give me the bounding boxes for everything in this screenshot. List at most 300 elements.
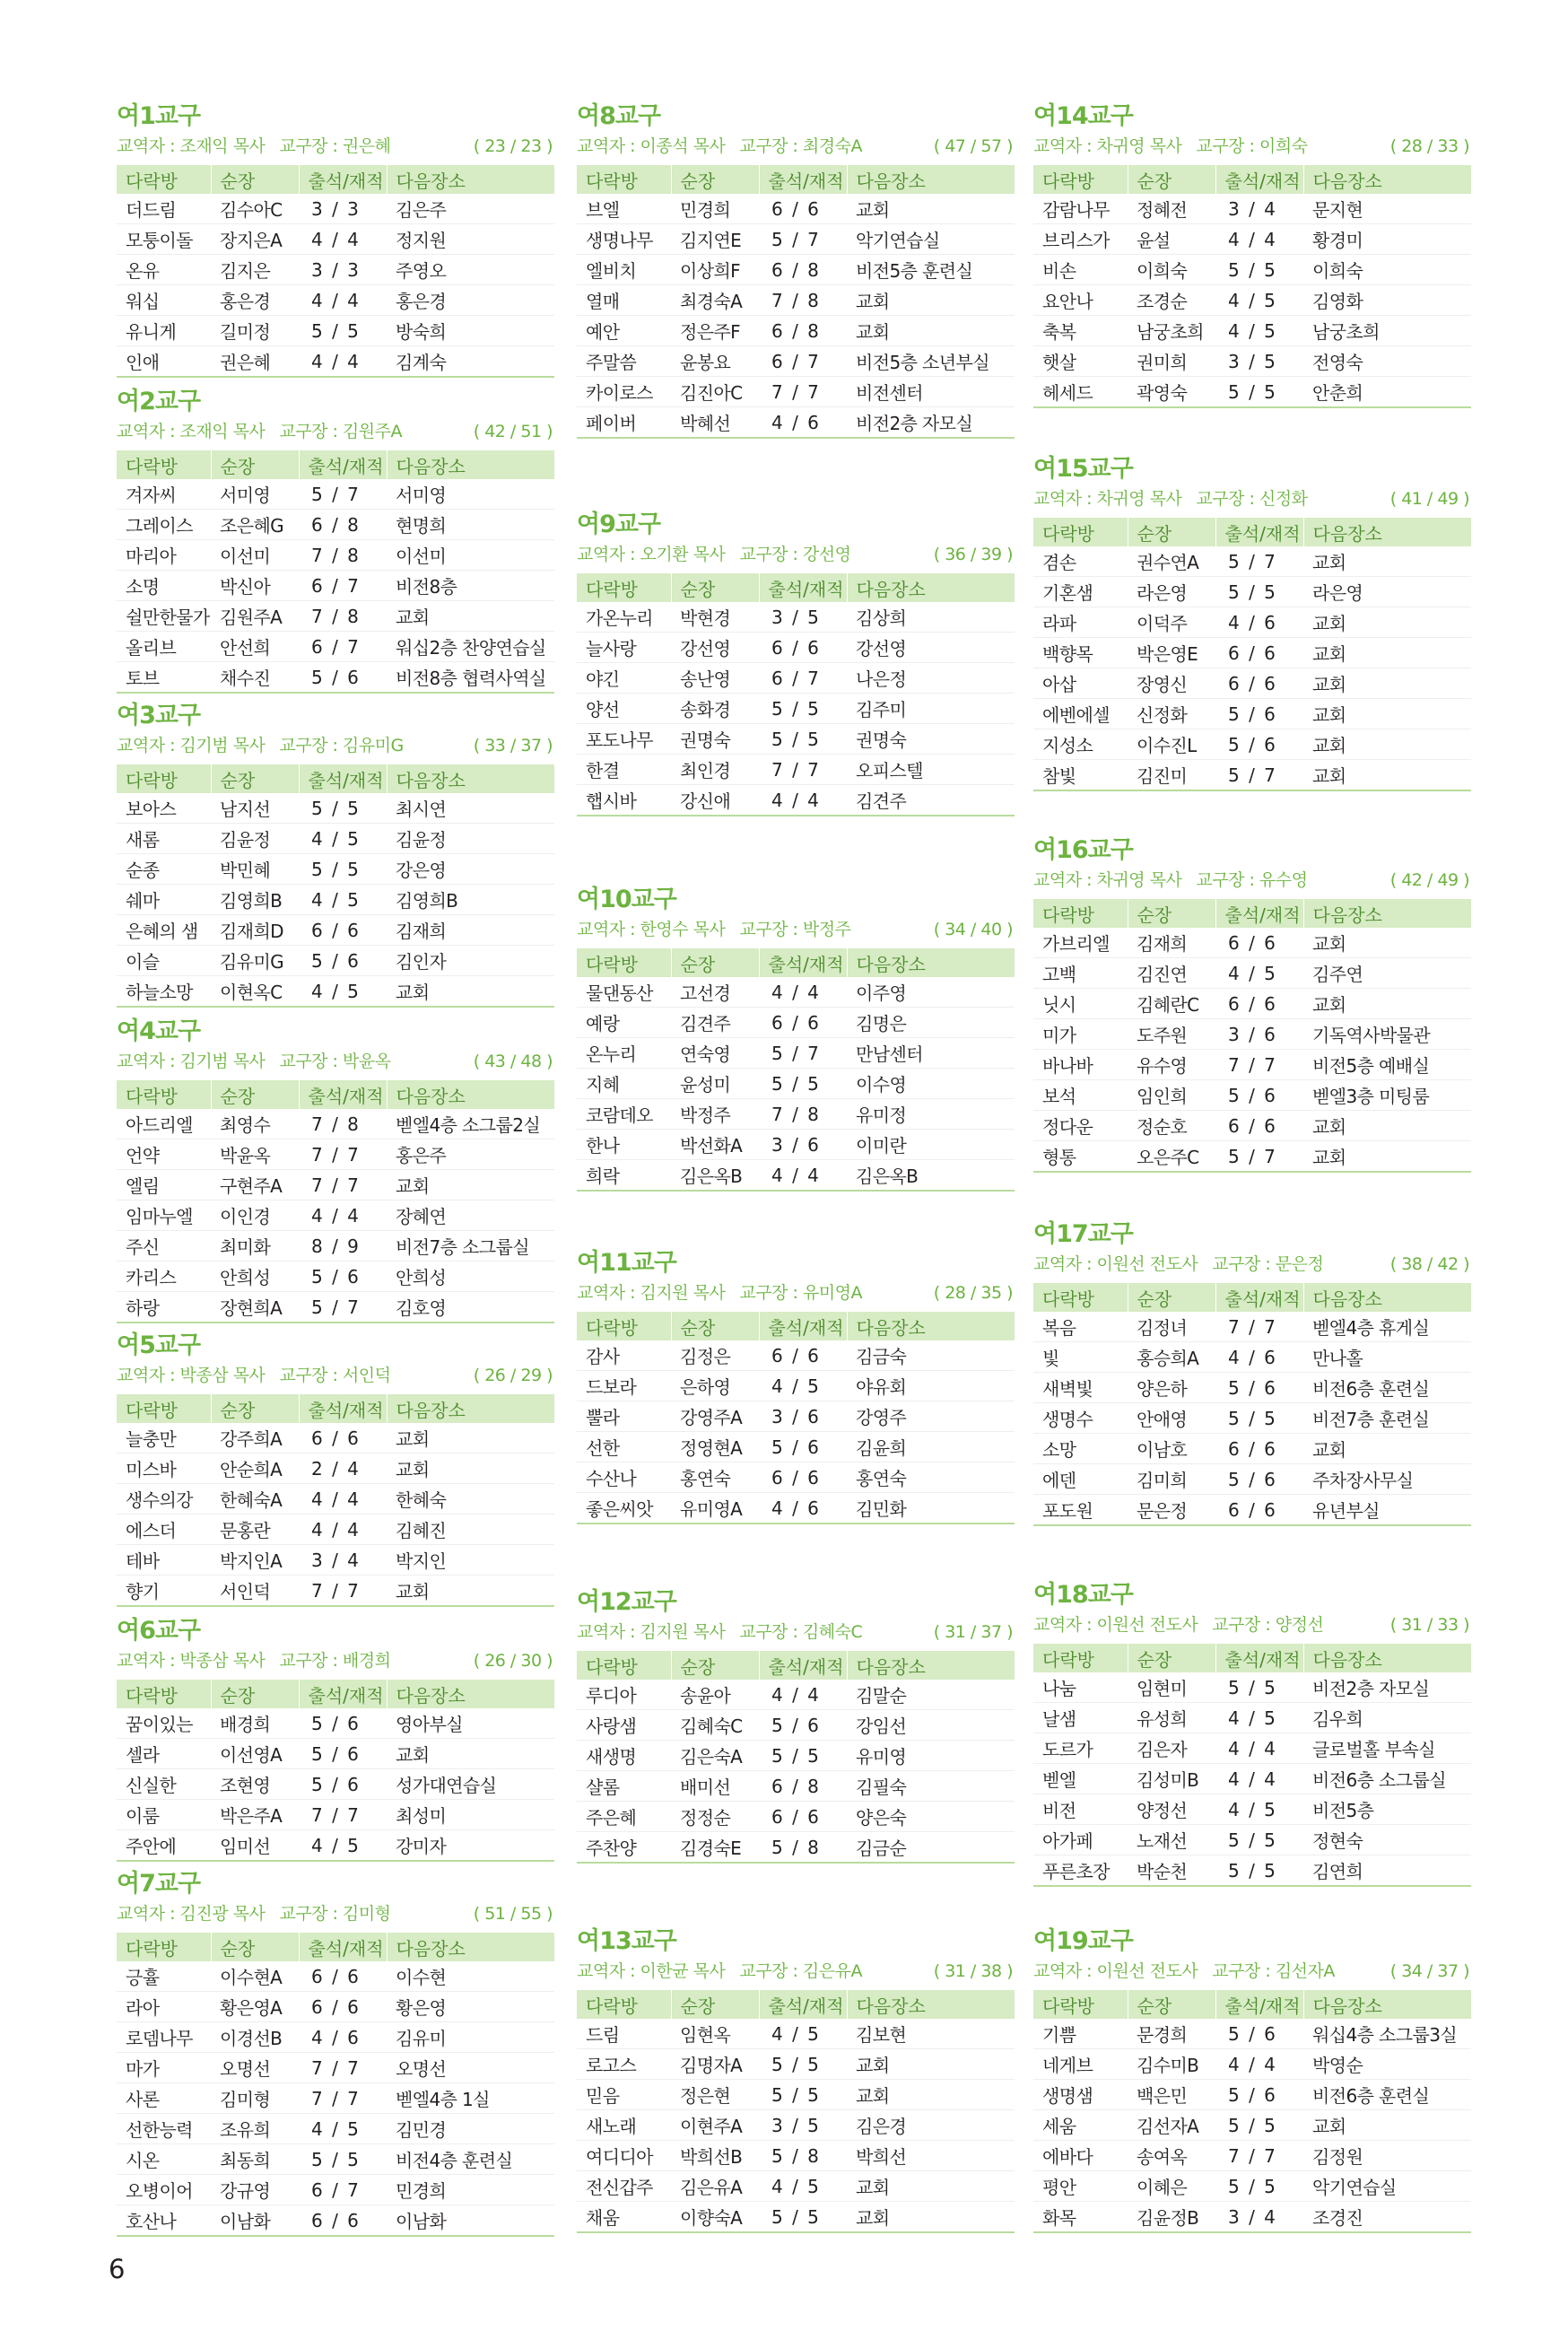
attendance: 6 / 6 xyxy=(1215,638,1303,668)
next-place: 권명숙 xyxy=(847,724,1015,755)
group-leader: 장현희A xyxy=(211,1292,299,1323)
group-leader: 강규영 xyxy=(211,2175,299,2205)
header-group: 다락방 xyxy=(1033,1644,1128,1672)
header-group: 다락방 xyxy=(1033,165,1128,194)
header-next-place: 다음장소 xyxy=(387,764,554,793)
next-place: 교회 xyxy=(847,285,1015,316)
group-leader: 이선미 xyxy=(211,540,299,571)
table-row xyxy=(1033,1312,1471,1342)
attendance: 6 / 8 xyxy=(299,510,387,540)
table-row xyxy=(117,854,554,885)
next-place: 영아부실 xyxy=(387,1708,554,1739)
group-name: 시온 xyxy=(117,2144,211,2175)
group-leader: 정혜전 xyxy=(1128,194,1215,224)
district-title: 여17교구 xyxy=(1033,1220,1133,1248)
pastor-label: 교역자 : 이원선 전도사 xyxy=(1033,1254,1198,1274)
table-row xyxy=(1033,958,1471,989)
leader-label: 교구장 : 박정주 xyxy=(739,920,851,939)
header-attendance: 출석/재적 xyxy=(299,1933,387,1961)
group-leader: 박혜선 xyxy=(671,407,759,439)
group-name: 에벤에셀 xyxy=(1033,699,1128,729)
next-place: 김정원 xyxy=(1303,2141,1471,2171)
table-row xyxy=(117,1292,554,1323)
leader-label: 교구장 : 강선영 xyxy=(739,545,851,564)
next-place: 교회 xyxy=(1303,1434,1471,1464)
next-place: 김재희 xyxy=(387,915,554,946)
table-row xyxy=(1033,729,1471,760)
group-leader: 채수진 xyxy=(211,662,299,694)
next-place: 주차장사무실 xyxy=(1303,1464,1471,1495)
group-name: 보아스 xyxy=(117,793,211,824)
roster-table xyxy=(117,1933,554,2237)
next-place: 이수영 xyxy=(847,1069,1015,1099)
header-group: 다락방 xyxy=(117,1394,211,1423)
table-row xyxy=(117,1423,554,1454)
district-info xyxy=(1033,1251,1471,1278)
attendance: 6 / 7 xyxy=(759,346,847,377)
roster-table xyxy=(1033,1283,1471,1526)
attendance: 5 / 5 xyxy=(1215,1403,1303,1434)
header-group: 다락방 xyxy=(1033,518,1128,546)
district-title: 여2교구 xyxy=(117,388,201,415)
attendance: 7 / 8 xyxy=(759,285,847,316)
header-group: 다락방 xyxy=(577,948,671,977)
table-row xyxy=(577,1710,1015,1741)
group-name: 토브 xyxy=(117,662,211,694)
attendance: 3 / 6 xyxy=(759,1130,847,1160)
attendance: 3 / 6 xyxy=(1215,1019,1303,1050)
group-name: 정다운 xyxy=(1033,1111,1128,1141)
group-leader: 조유희 xyxy=(211,2114,299,2144)
page-number: 6 xyxy=(109,2254,126,2284)
header-group: 다락방 xyxy=(1033,1283,1128,1312)
group-leader: 문은정 xyxy=(1128,1495,1215,1526)
group-leader: 강영주A xyxy=(671,1401,759,1432)
group-leader: 김진미 xyxy=(1128,760,1215,791)
next-place: 만나홀 xyxy=(1303,1342,1471,1373)
attendance: 4 / 5 xyxy=(1215,958,1303,989)
leader-label: 교구장 : 박윤옥 xyxy=(279,1052,391,1071)
group-leader: 이상희F xyxy=(671,255,759,285)
district-info xyxy=(117,418,554,445)
table-row xyxy=(577,2049,1015,2080)
next-place: 안희성 xyxy=(387,1262,554,1292)
next-place: 비전5층 xyxy=(1303,1794,1471,1825)
next-place: 이희숙 xyxy=(1303,255,1471,285)
header-row xyxy=(117,165,554,194)
attendance: 3 / 6 xyxy=(759,1401,847,1432)
header-next-place: 다음장소 xyxy=(1303,518,1471,546)
district-info xyxy=(577,1279,1015,1306)
next-place: 교회 xyxy=(1303,2110,1471,2141)
next-place: 김연희 xyxy=(1303,1855,1471,1887)
attendance: 6 / 8 xyxy=(759,1771,847,1802)
header-row xyxy=(577,1312,1015,1340)
next-place: 이미란 xyxy=(847,1130,1015,1160)
table-row xyxy=(117,1231,554,1262)
pastor-label: 교역자 : 차귀영 목사 xyxy=(1033,136,1182,156)
next-place: 비전5층 예배실 xyxy=(1303,1050,1471,1080)
attendance: 5 / 5 xyxy=(1215,1825,1303,1855)
group-leader: 김혜숙C xyxy=(671,1710,759,1741)
next-place: 김영화 xyxy=(1303,285,1471,316)
group-name: 선한 xyxy=(577,1432,671,1462)
next-place: 김금숙 xyxy=(847,1340,1015,1371)
group-name: 세움 xyxy=(1033,2110,1128,2141)
group-leader: 강주희A xyxy=(211,1423,299,1454)
group-name: 네게브 xyxy=(1033,2049,1128,2080)
next-place: 교회 xyxy=(1303,546,1471,577)
table-row xyxy=(117,2175,554,2205)
next-place: 워십2층 찬양연습실 xyxy=(387,632,554,662)
next-place: 이주영 xyxy=(847,977,1015,1008)
group-name: 겨자씨 xyxy=(117,479,211,510)
table-row xyxy=(1033,607,1471,638)
group-leader: 송윤아 xyxy=(671,1680,759,1710)
header-attendance: 출석/재적 xyxy=(299,165,387,194)
group-name: 하늘소망 xyxy=(117,976,211,1008)
table-row xyxy=(117,224,554,255)
header-leader: 순장 xyxy=(1128,899,1215,928)
group-leader: 임미선 xyxy=(211,1830,299,1862)
table-row xyxy=(1033,1342,1471,1373)
district-info xyxy=(1033,1958,1471,1985)
next-place: 박영순 xyxy=(1303,2049,1471,2080)
next-place: 김영희B xyxy=(387,885,554,915)
header-leader: 순장 xyxy=(1128,1644,1215,1672)
group-name: 기쁨 xyxy=(1033,2019,1128,2049)
group-leader: 이향숙A xyxy=(671,2202,759,2233)
header-row xyxy=(117,450,554,479)
district-title: 여9교구 xyxy=(577,511,661,538)
header-leader: 순장 xyxy=(1128,1990,1215,2019)
header-attendance: 출석/재적 xyxy=(299,764,387,793)
pastor-label: 교역자 : 이종석 목사 xyxy=(577,136,726,156)
pastor-label: 교역자 : 조재익 목사 xyxy=(117,422,266,441)
group-leader: 홍은경 xyxy=(211,285,299,316)
header-row xyxy=(117,1080,554,1109)
group-name: 사랑샘 xyxy=(577,1710,671,1741)
table-row xyxy=(117,316,554,346)
attendance: 5 / 5 xyxy=(1215,1855,1303,1887)
attendance-total: ( 51 / 55 ) xyxy=(473,1904,553,1924)
group-name: 여디디아 xyxy=(577,2141,671,2171)
table-row xyxy=(577,1493,1015,1524)
district-title: 여4교구 xyxy=(117,1017,201,1045)
table-row xyxy=(1033,1764,1471,1794)
next-place: 악기연습실 xyxy=(847,224,1015,255)
next-place: 김유미 xyxy=(387,2022,554,2053)
group-leader: 구현주A xyxy=(211,1170,299,1200)
group-leader: 김경숙E xyxy=(671,1832,759,1864)
leader-label: 교구장 : 서인덕 xyxy=(279,1366,391,1385)
district-info xyxy=(1033,133,1471,160)
roster-table xyxy=(577,1651,1015,1864)
next-place: 서미영 xyxy=(387,479,554,510)
roster-table xyxy=(577,1312,1015,1524)
group-name: 모퉁이돌 xyxy=(117,224,211,255)
table-row xyxy=(1033,1495,1471,1526)
group-name: 미가 xyxy=(1033,1019,1128,1050)
next-place: 라은영 xyxy=(1303,577,1471,607)
district-title: 여19교구 xyxy=(1033,1927,1133,1955)
attendance: 3 / 4 xyxy=(299,1545,387,1576)
group-name: 아삽 xyxy=(1033,668,1128,699)
group-name: 새생명 xyxy=(577,1741,671,1771)
district-17 xyxy=(1033,1218,1471,1526)
group-name: 도르가 xyxy=(1033,1733,1128,1764)
roster-table xyxy=(117,1394,554,1607)
next-place: 김필숙 xyxy=(847,1771,1015,1802)
header-attendance: 출석/재적 xyxy=(299,1680,387,1708)
group-name: 참빛 xyxy=(1033,760,1128,791)
table-row xyxy=(1033,1141,1471,1173)
attendance: 5 / 6 xyxy=(759,1432,847,1462)
group-leader: 박은주A xyxy=(211,1800,299,1830)
table-row xyxy=(577,1160,1015,1192)
group-name: 새노래 xyxy=(577,2110,671,2141)
group-leader: 권은혜 xyxy=(211,346,299,378)
group-leader: 김원주A xyxy=(211,601,299,632)
group-leader: 안희성 xyxy=(211,1262,299,1292)
header-leader: 순장 xyxy=(211,1680,299,1708)
header-leader: 순장 xyxy=(1128,1283,1215,1312)
attendance: 4 / 5 xyxy=(759,2019,847,2049)
next-place: 비전6층 소그룹실 xyxy=(1303,1764,1471,1794)
attendance: 6 / 6 xyxy=(1215,1111,1303,1141)
table-row xyxy=(1033,1825,1471,1855)
next-place: 강은영 xyxy=(387,854,554,885)
table-row xyxy=(577,977,1015,1008)
attendance-total: ( 26 / 30 ) xyxy=(473,1651,553,1671)
group-leader: 김정은 xyxy=(671,1340,759,1371)
header-next-place: 다음장소 xyxy=(1303,1283,1471,1312)
group-leader: 김진아C xyxy=(671,377,759,407)
group-leader: 김유미G xyxy=(211,946,299,976)
leader-label: 교구장 : 유수영 xyxy=(1196,870,1308,890)
group-leader: 이현주A xyxy=(671,2110,759,2141)
group-leader: 김영희B xyxy=(211,885,299,915)
header-group: 다락방 xyxy=(117,1933,211,1961)
group-name: 포도나무 xyxy=(577,724,671,755)
next-place: 교회 xyxy=(1303,760,1471,791)
group-leader: 김견주 xyxy=(671,1008,759,1038)
attendance: 6 / 6 xyxy=(759,1008,847,1038)
header-row xyxy=(1033,1990,1471,2019)
header-attendance: 출석/재적 xyxy=(299,1394,387,1423)
table-row xyxy=(577,663,1015,694)
group-name: 벧엘 xyxy=(1033,1764,1128,1794)
attendance: 4 / 4 xyxy=(759,785,847,816)
group-name: 가온누리 xyxy=(577,602,671,633)
group-name: 드보라 xyxy=(577,1371,671,1401)
attendance: 2 / 4 xyxy=(299,1454,387,1484)
table-row xyxy=(577,1680,1015,1710)
header-attendance: 출석/재적 xyxy=(1215,1644,1303,1672)
header-next-place: 다음장소 xyxy=(387,1680,554,1708)
group-name: 쉴만한물가 xyxy=(117,601,211,632)
group-leader: 조은혜G xyxy=(211,510,299,540)
attendance: 6 / 7 xyxy=(299,571,387,601)
group-name: 지성소 xyxy=(1033,729,1128,760)
group-name: 축복 xyxy=(1033,316,1128,346)
attendance: 5 / 5 xyxy=(1215,2110,1303,2141)
attendance-total: ( 23 / 23 ) xyxy=(473,136,553,156)
attendance: 5 / 6 xyxy=(1215,729,1303,760)
attendance: 5 / 6 xyxy=(299,662,387,694)
district-title: 여6교구 xyxy=(117,1617,201,1645)
group-leader: 최영수 xyxy=(211,1109,299,1139)
leader-label: 교구장 : 배경희 xyxy=(279,1651,391,1671)
table-row xyxy=(117,2083,554,2114)
attendance: 5 / 5 xyxy=(759,2080,847,2110)
next-place: 교회 xyxy=(1303,699,1471,729)
table-row xyxy=(577,2019,1015,2049)
header-row xyxy=(117,1680,554,1708)
next-place: 교회 xyxy=(387,1423,554,1454)
group-leader: 김진연 xyxy=(1128,958,1215,989)
attendance: 7 / 8 xyxy=(299,1109,387,1139)
group-name: 소명 xyxy=(117,571,211,601)
table-row xyxy=(577,1340,1015,1371)
table-row xyxy=(117,2022,554,2053)
attendance-total: ( 31 / 37 ) xyxy=(933,1622,1013,1642)
leader-label: 교구장 : 신정화 xyxy=(1196,489,1308,509)
next-place: 이선미 xyxy=(387,540,554,571)
next-place: 김민경 xyxy=(387,2114,554,2144)
group-leader: 박선화A xyxy=(671,1130,759,1160)
group-leader: 이덕주 xyxy=(1128,607,1215,638)
next-place: 벧엘4층 소그룹2실 xyxy=(387,1109,554,1139)
group-name: 신실한 xyxy=(117,1769,211,1800)
next-place: 교회 xyxy=(847,2202,1015,2233)
group-leader: 고선경 xyxy=(671,977,759,1008)
header-leader: 순장 xyxy=(211,165,299,194)
district-title: 여12교구 xyxy=(577,1588,676,1616)
next-place: 박희선 xyxy=(847,2141,1015,2171)
table-row xyxy=(117,1769,554,1800)
group-name: 감람나무 xyxy=(1033,194,1128,224)
attendance: 7 / 7 xyxy=(299,2053,387,2083)
table-row xyxy=(577,755,1015,785)
group-leader: 이수현A xyxy=(211,1961,299,1992)
pastor-label: 교역자 : 김지원 목사 xyxy=(577,1283,726,1303)
district-16 xyxy=(1033,834,1471,1173)
district-1 xyxy=(117,100,554,378)
pastor-label: 교역자 : 이원선 전도사 xyxy=(1033,1615,1198,1635)
group-name: 수산나 xyxy=(577,1462,671,1493)
table-row xyxy=(117,255,554,285)
table-row xyxy=(117,1109,554,1139)
attendance: 4 / 5 xyxy=(759,1371,847,1401)
group-leader: 김은유A xyxy=(671,2171,759,2202)
group-leader: 권미희 xyxy=(1128,346,1215,377)
header-next-place: 다음장소 xyxy=(847,573,1015,602)
group-name: 고백 xyxy=(1033,958,1128,989)
next-place: 교회 xyxy=(387,601,554,632)
leader-label: 교구장 : 문은정 xyxy=(1212,1254,1324,1274)
group-leader: 김수아C xyxy=(211,194,299,224)
table-row xyxy=(1033,346,1471,377)
pastor-label: 교역자 : 이원선 전도사 xyxy=(1033,1961,1198,1981)
attendance: 5 / 6 xyxy=(1215,1080,1303,1111)
group-name: 카이로스 xyxy=(577,377,671,407)
group-name: 페이버 xyxy=(577,407,671,439)
district-title: 여18교구 xyxy=(1033,1581,1133,1609)
pastor-label: 교역자 : 오기환 목사 xyxy=(577,545,726,564)
attendance: 5 / 5 xyxy=(759,724,847,755)
group-leader: 민경희 xyxy=(671,194,759,224)
next-place: 안춘희 xyxy=(1303,377,1471,408)
header-leader: 순장 xyxy=(671,948,759,977)
attendance: 7 / 7 xyxy=(299,1800,387,1830)
table-row xyxy=(1033,1703,1471,1733)
group-name: 주말씀 xyxy=(577,346,671,377)
next-place: 김윤정 xyxy=(387,824,554,854)
attendance: 7 / 8 xyxy=(299,601,387,632)
attendance: 6 / 6 xyxy=(759,633,847,663)
district-7 xyxy=(117,1868,554,2237)
table-row xyxy=(577,2080,1015,2110)
district-info xyxy=(1033,867,1471,894)
table-row xyxy=(117,1739,554,1769)
leader-label: 교구장 : 김혜숙C xyxy=(739,1622,863,1642)
next-place: 조경진 xyxy=(1303,2202,1471,2233)
pastor-label: 교역자 : 김지원 목사 xyxy=(577,1622,726,1642)
table-row xyxy=(1033,2171,1471,2202)
group-name: 선한능력 xyxy=(117,2114,211,2144)
group-leader: 최미화 xyxy=(211,1231,299,1262)
header-attendance: 출석/재적 xyxy=(1215,1990,1303,2019)
group-leader: 한혜숙A xyxy=(211,1484,299,1515)
group-name: 가브리엘 xyxy=(1033,928,1128,958)
next-place: 나은정 xyxy=(847,663,1015,694)
attendance: 5 / 5 xyxy=(299,316,387,346)
group-leader: 김명자A xyxy=(671,2049,759,2080)
group-leader: 최경숙A xyxy=(671,285,759,316)
attendance-total: ( 34 / 40 ) xyxy=(933,920,1013,939)
attendance: 6 / 7 xyxy=(299,2175,387,2205)
table-row xyxy=(1033,285,1471,316)
next-place: 교회 xyxy=(1303,1141,1471,1173)
attendance: 4 / 4 xyxy=(1215,2049,1303,2080)
group-leader: 이현옥C xyxy=(211,976,299,1008)
table-row xyxy=(1033,255,1471,285)
group-name: 감사 xyxy=(577,1340,671,1371)
group-leader: 김정녀 xyxy=(1128,1312,1215,1342)
attendance: 7 / 7 xyxy=(1215,1312,1303,1342)
attendance: 5 / 7 xyxy=(1215,1141,1303,1173)
group-name: 드림 xyxy=(577,2019,671,2049)
attendance: 3 / 5 xyxy=(759,602,847,633)
next-place: 김윤희 xyxy=(847,1432,1015,1462)
attendance-total: ( 28 / 35 ) xyxy=(933,1283,1013,1303)
table-row xyxy=(1033,760,1471,791)
attendance: 4 / 4 xyxy=(759,1160,847,1192)
group-leader: 조현영 xyxy=(211,1769,299,1800)
next-place: 김은경 xyxy=(847,2110,1015,2141)
group-leader: 김미희 xyxy=(1128,1464,1215,1495)
table-row xyxy=(1033,1373,1471,1403)
group-name: 셀라 xyxy=(117,1739,211,1769)
roster-table xyxy=(1033,899,1471,1173)
table-row xyxy=(117,632,554,662)
group-name: 주안에 xyxy=(117,1830,211,1862)
roster-table xyxy=(117,165,554,378)
table-row xyxy=(1033,2019,1471,2049)
table-row xyxy=(117,540,554,571)
group-name: 마가 xyxy=(117,2053,211,2083)
